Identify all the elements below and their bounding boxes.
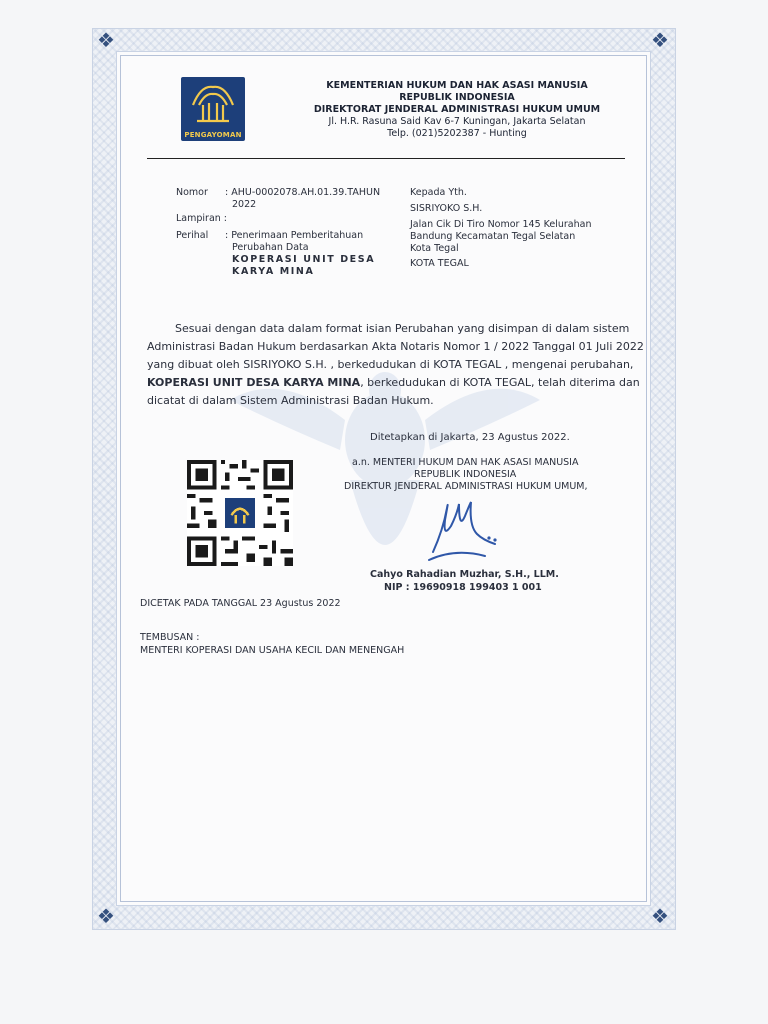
body-line-rest: , berkedudukan di KOTA TEGAL, telah diterima dan — [360, 376, 640, 389]
printed-date: DICETAK PADA TANGGAL 23 Agustus 2022 — [140, 598, 341, 609]
directorate-name: DIREKTORAT JENDERAL ADMINISTRASI HUKUM UMUM — [313, 104, 601, 115]
recipient-address-line1: Jalan Cik Di Tiro Nomor 145 Kelurahan — [410, 219, 592, 230]
signatory-title-line3: DIREKTUR JENDERAL ADMINISTRASI HUKUM UMUM, — [344, 481, 588, 492]
body-line: Administrasi Badan Hukum berdasarkan Akta Notaris Nomor 1 / 2022 Tanggal 01 Juli 2022 — [147, 340, 644, 353]
tembusan-recipient: MENTERI KOPERASI DAN USAHA KECIL DAN MENENGAH — [140, 645, 405, 656]
header-divider — [147, 158, 625, 159]
subject-entity-line1: KOPERASI UNIT DESA — [232, 254, 376, 265]
nomor-value-cont: 2022 — [232, 199, 257, 210]
perihal-label: Perihal — [176, 230, 209, 241]
perihal-value: : Penerimaan Pemberitahuan — [225, 230, 364, 241]
body-paragraph — [147, 320, 644, 410]
corner-ornament-icon: ❖ — [97, 904, 115, 928]
pengayoman-logo — [181, 77, 245, 141]
signatory-title-line1: a.n. MENTERI HUKUM DAN HAK ASASI MANUSIA — [352, 457, 579, 468]
office-address: Jl. H.R. Rasuna Said Kav 6-7 Kuningan, Jakarta Selatan — [328, 116, 586, 127]
nomor-value: : AHU-0002078.AH.01.39.TAHUN — [225, 187, 381, 198]
perihal-value-cont: Perubahan Data — [232, 242, 309, 253]
qr-code-icon — [187, 460, 293, 566]
recipient-salutation: Kepada Yth. — [410, 187, 467, 198]
body-line: yang dibuat oleh SISRIYOKO S.H. , berkedudukan di KOTA TEGAL , mengenai perubahan, — [147, 358, 634, 371]
body-line: dicatat di dalam Sistem Administrasi Badan Hukum. — [147, 394, 434, 407]
signatory-name: Cahyo Rahadian Muzhar, S.H., LLM. — [370, 569, 559, 580]
entity-name: KOPERASI UNIT DESA KARYA MINA — [147, 376, 361, 389]
body-line: Sesuai dengan data dalam format isian Perubahan yang disimpan di dalam sistem — [175, 322, 630, 335]
recipient-address-line2: Bandung Kecamatan Tegal Selatan — [410, 231, 576, 242]
recipient-city: KOTA TEGAL — [410, 258, 469, 269]
ministry-name: KEMENTERIAN HUKUM DAN HAK ASASI MANUSIA — [326, 80, 588, 91]
signatory-title-line2: REPUBLIK INDONESIA — [414, 469, 517, 480]
corner-ornament-icon: ❖ — [651, 28, 669, 52]
corner-ornament-icon: ❖ — [97, 28, 115, 52]
office-phone: Telp. (021)5202387 - Hunting — [387, 128, 527, 139]
lampiran-label: Lampiran : — [176, 213, 228, 224]
country-name: REPUBLIK INDONESIA — [399, 92, 515, 103]
recipient-address-line3: Kota Tegal — [410, 243, 459, 254]
signatory-nip: NIP : 19690918 199403 1 001 — [384, 582, 542, 593]
pengayoman-emblem-icon — [181, 77, 245, 129]
tembusan-label: TEMBUSAN : — [140, 632, 200, 643]
subject-entity-line2: KARYA MINA — [232, 266, 315, 277]
corner-ornament-icon: ❖ — [651, 904, 669, 928]
logo-text: PENGAYOMAN — [184, 131, 242, 139]
nomor-label: Nomor — [176, 187, 208, 198]
issued-place-date: Ditetapkan di Jakarta, 23 Agustus 2022. — [370, 432, 570, 443]
body-line — [147, 374, 640, 392]
recipient-name: SISRIYOKO S.H. — [410, 203, 483, 214]
handwritten-signature-icon — [425, 490, 505, 570]
